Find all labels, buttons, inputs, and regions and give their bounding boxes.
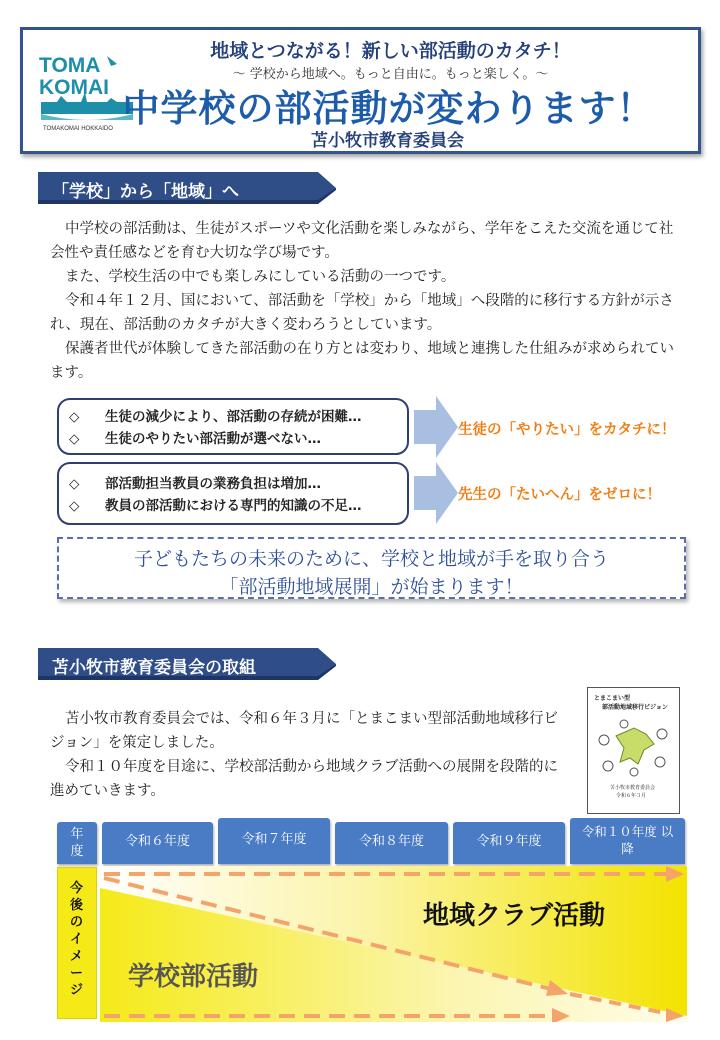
issue-box-students [57,398,409,455]
club-activity-label: 地域クラブ活動 [423,901,606,931]
paragraph: 令和４年１２月、国において、部活動を「学校」から「地域」へ段階的に移行する方針が示され、現在、部活動のカタチが大きく変わろうとしています。 [50,293,674,333]
year-r8: 令和８年度 [335,822,448,864]
issue-line: ◇ 生徒の減少により、部活動の存続が困難… [69,406,407,428]
paragraph: 中学校の部活動は、生徒がスポーツや文化活動を楽しみながら、学年をこえた交流を通じて社会性や責任感などを育む大切な学び場です。 [50,221,674,261]
timeline-band [100,866,687,1022]
year-r9: 令和９年度 [453,822,565,864]
diamond-icon: ◇ [69,476,80,492]
logo-text-2: KOMAI [39,76,109,99]
arrow-right-icon [414,462,458,524]
paragraph: また、学校生活の中でも楽しみにしている活動の一つです。 [65,269,456,285]
paragraph: 令和１０年度を目途に、学校部活動から地域クラブ活動への展開を段階的に進めていきます。 [50,759,558,799]
arrow-right-icon [414,396,458,458]
section2-heading: 苫小牧市教育委員会の取組 [52,658,256,678]
issue-box-teachers [57,462,409,525]
diamond-icon: ◇ [69,498,80,514]
booklet-publisher: 苫小牧市教育委員会 [610,785,656,791]
result-teachers: 先生の「たいへん」をゼロに！ [458,487,661,503]
section2-banner [38,648,338,680]
section2-body [50,707,570,803]
issue-line: ◇ 部活動担当教員の業務負担は増加… [69,473,407,495]
school-activity-label: 学校部活動 [128,962,259,992]
issue-line: ◇ 教員の部活動における専門的知識の不足… [69,495,407,517]
diamond-icon: ◇ [69,431,80,447]
section1-banner [38,172,338,204]
result-students: 生徒の「やりたい」をカタチに！ [458,422,676,438]
cta-line-2: 「部活動地域展開」が始まります！ [219,576,524,598]
paragraph: 保護者世代が体験してきた部活動の在り方とは変わり、地域と連携した仕組みが求められています。 [50,341,674,381]
section1-body [50,217,680,385]
section1-heading: 「学校」から「地域」へ [52,182,239,202]
header-org: 苫小牧市教育委員会 [311,131,464,151]
cta-box [57,537,686,599]
header-tagline: 地域とつながる！新しい部活動のカタチ！ [210,40,571,62]
paragraph: 苫小牧市教育委員会では、令和６年３月に「とまこまい型部活動地域移行ビジョン」を策定しました。 [50,711,558,751]
year-r10: 令和１０年度 以降 [570,818,685,864]
issue-line: ◇ 生徒のやりたい部活動が選べない… [69,428,407,450]
cta-line-1: 子どもたちの未来のために、学校と地域が手を取り合う [133,548,609,570]
booklet-illustration [594,718,674,778]
page-title: 中学校の部活動が変わります！ [122,87,655,130]
header-box [20,27,701,154]
header-subline: ～ 学校から地域へ。もっと自由に。もっと楽しく。～ [232,67,549,82]
booklet-title-2: 部活動地域移行ビジョン [602,704,668,711]
vision-booklet-cover [587,687,680,814]
timeline-year-header: 年度 [57,822,97,864]
booklet-date: 令和６年３月 [616,793,647,799]
booklet-title-1: とまこまい型 [594,695,631,702]
logo-subtext: TOMAKOMAI HOKKAIDO [43,126,113,132]
diamond-icon: ◇ [69,409,80,425]
year-r6: 令和６年度 [102,822,213,864]
logo-text-1: TOMA [39,54,101,77]
year-r7: 令和７年度 [218,818,330,864]
timeline-row-label: 今後のイメージ [57,867,97,1019]
